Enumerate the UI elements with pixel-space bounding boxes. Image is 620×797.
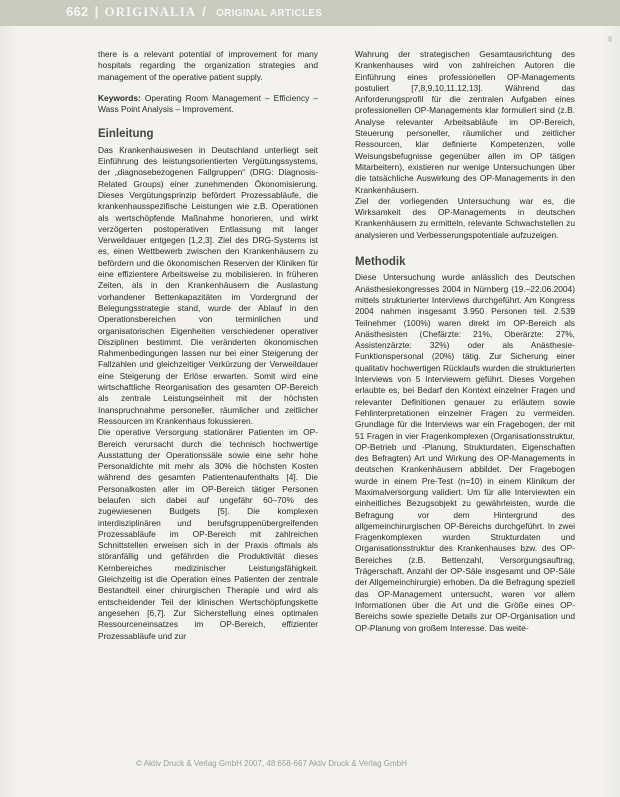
methods-heading: Methodik bbox=[355, 256, 406, 269]
left-column bbox=[98, 49, 318, 642]
intro-paragraph-1: Das Krankenhauswesen in Deutschland unterliegt seit Einführung des leistungsorientierten Vergütungssystems, der „diagnosebezogenen Fallgruppen“ (DRG: Diagnosis-Related Groups) einer zunehmenden Ökonomisierung. Dieses Vergütungsprinzip befördert Prozessabläufe, die krankenhausspezifische Leistungen wie z.B. Operationen als wertschöpfende Maßnahme honorieren, und wirkt verzögerten postoperativen Entlassung mit langer Verweildauer entgegen [1,2,3]. Ziel des DRG-Systems ist es, einen Wettbewerb zwischen den Krankenhäusern zu befördern und die ökonomischen Reserven der Kliniken für eine effizientere Arbeitsweise zu mobilisieren. In früheren Zeiten, als in den Krankenhäusern die Auslastung vorhandener Bettenkapazitäten im Vordergrund der Belegungsstrategie stand, wurde der Ablauf in den Operationsbereichen von terminlichen und organisatorischen Eigenheiten verschiedener operativer Disziplinen bestimmt. Die veränderten ökonomischen Rahmenbedingungen lassen nur bei einer Steigerung der Fallzahlen und gleichzeitiger Verkürzung der Verweildauer eine Steigerung der Erlöse erwarten. Somit wird eine wirtschaftliche Reorganisation des gesamten OP-Bereich als zentrale Leistungseinheit mit der höchsten Inanspruchnahme personeller, räumlicher und zeitlicher Ressourcen im Krankenhaus fokussieren. bbox=[98, 144, 318, 426]
keywords bbox=[98, 93, 318, 116]
running-header: 662 | ORIGINALIA / ORIGINAL ARTICLES bbox=[66, 4, 323, 19]
methods-paragraph: Diese Untersuchung wurde anlässlich des Deutschen Anästhesiekongresses 2004 in Nürnberg (19.–22.06.2004) mittels strukturierter Interviews durchgeführt. Am Kongress 2004 nahmen insgesamt 3.950 Personen teil. 2.539 Teilnehmer (100%) waren direkt im OP-Bereich als Anästhesisten (Chefärzte: 21%, Oberärzte: 27%, Assistenzärzte: 32%) oder als Anästhesie-Funktionspersonal (20%) tätig. Zur Sicherung einer qualitativ hochwertigen Rücklaufs wurden die strukturierten Interviews von 5 Interviewern geführt. Dieses Vorgehen erlaubte es, bei Bedarf den Kontext einzelner Fragen und relevanter Definitionen genauer zu erläutern sowie Fehlinterpretationen einzelner Fragen zu vermeiden. Grundlage für die Interviews war ein Fragebogen, der mit 51 Fragen in vier Fragenkomplexen (Organisationsstruktur, OP-Betrieb und -Planung, Strukturdaten, Eigenschaften des Befragten) Art und Wirkung des OP-Managements in deutschen Krankenhäusern abbildet. Der Fragebogen wurde in einem Pre-Test (n=10) in einem Klinikum der Maximalversorgung validiert. Um für alle Interviewten ein einheitliches Bezugsobjekt zu gewährleisten, wurde die Befragung vor dem Hintergrund des allgemeinchirurgischen OP-Bereichs durchgeführt. In zwei Fragenkomplexen wurden Strukturdaten und Organisationsstruktur des Krankenhauses bzw. des OP-Bereiches (z.B. Bettenzahl, Versorgungsauftrag, Trägerschaft, Anzahl der OP-Säle insgesamt und OP-Säle der Allgemeinchirurgie) erhoben. Da die Befragung speziell das OP-Management untersucht, waren vor allem Informationen über die Art und die Größe eines OP-Bereichs sowie spezielle Details zur OP-Organisation und OP-Planung von großem Interesse. Das weite- bbox=[355, 272, 575, 633]
journal-name: ORIGINALIA bbox=[104, 4, 197, 19]
keywords-text: Operating Room Management – Efficiency – Wass Point Analysis – Improvement. bbox=[98, 92, 318, 115]
page-number: 662 bbox=[66, 4, 89, 19]
section-name: ORIGINAL ARTICLES bbox=[216, 8, 323, 19]
right-column bbox=[355, 49, 575, 634]
scan-mark bbox=[608, 36, 612, 42]
abstract-end: there is a relevant potential of improvement for many hospitals regarding the organization strategies and management of the operative patient supply. bbox=[98, 49, 318, 82]
intro-heading: Einleitung bbox=[98, 128, 154, 141]
header-bar bbox=[0, 0, 620, 26]
intro-paragraph-2: Die operative Versorgung stationärer Patienten im OP-Bereich verursacht durch die technisch hochwertige Ausstattung der Operationssäle sowie eine sehr hohe Personaldichte mit mehr als 30% die höchsten Kosten während des gesamten Patientenaufenthalts [4]. Die Personalkosten aller im OP-Bereich tätiger Personen belaufen sich dabei auf ungefähr 60–70% des zugewiesenen Budgets [5]. Die komplexen interdisziplinären und berufsgruppenübergreifenden Prozessabläufe im OP-Bereich mit zahlreichen Schnittstellen erweisen sich in der Praxis oftmals als störanfällig und gefährden die Produktivität dieses Kernbereiches medizinischer Leistungsfähigkeit. Gleichzeitig ist die Operation eines Patienten der zentrale Bestandteil einer chirurgischen Therapie und wird als entscheidender Teil der klinischen Wertschöpfungskette angesehen [6,7]. Zur Sicherstellung eines optimalen Ressourceneinsatzes im OP-Bereich, effizienter Prozessabläufe und zur bbox=[98, 427, 318, 641]
continued-paragraph-2: Ziel der vorliegenden Untersuchung war es, die Wirksamkeit des OP-Managements in deutschen Krankenhäusern zu ermitteln, relevante Schwachstellen zu analysieren und Verbesserungspotentiale aufzuzeigen. bbox=[355, 195, 575, 240]
continued-paragraph-1: Wahrung der strategischen Gesamtausrichtung des Krankenhauses wird von zahlreichen Autoren die Einführung eines professionellen OP-Managements postuliert [7,8,9,10,11,12,13]. Während das Anforderungsprofil für die zentralen Aufgaben eines professionellen OP-Managements klar formuliert sind (z.B. Analyse relevanter Arbeitsabläufe im OP-Bereich, Steuerung personeller, räumlicher und zeitlicher Ressourcen, klar definierte Kompetenzen, volle Weisungsbefugnisse gegenüber allen im OP tätigen Mitarbeitern), existieren nur wenige Untersuchungen über die tatsächliche Auswirkung des OP-Managements in den Krankenhäusern. bbox=[355, 49, 575, 195]
footer-copyright: © Aktiv Druck & Verlag GmbH 2007, 48:658-667 Aktiv Druck & Verlag GmbH bbox=[136, 759, 407, 768]
keywords-label: Keywords: bbox=[98, 92, 141, 103]
